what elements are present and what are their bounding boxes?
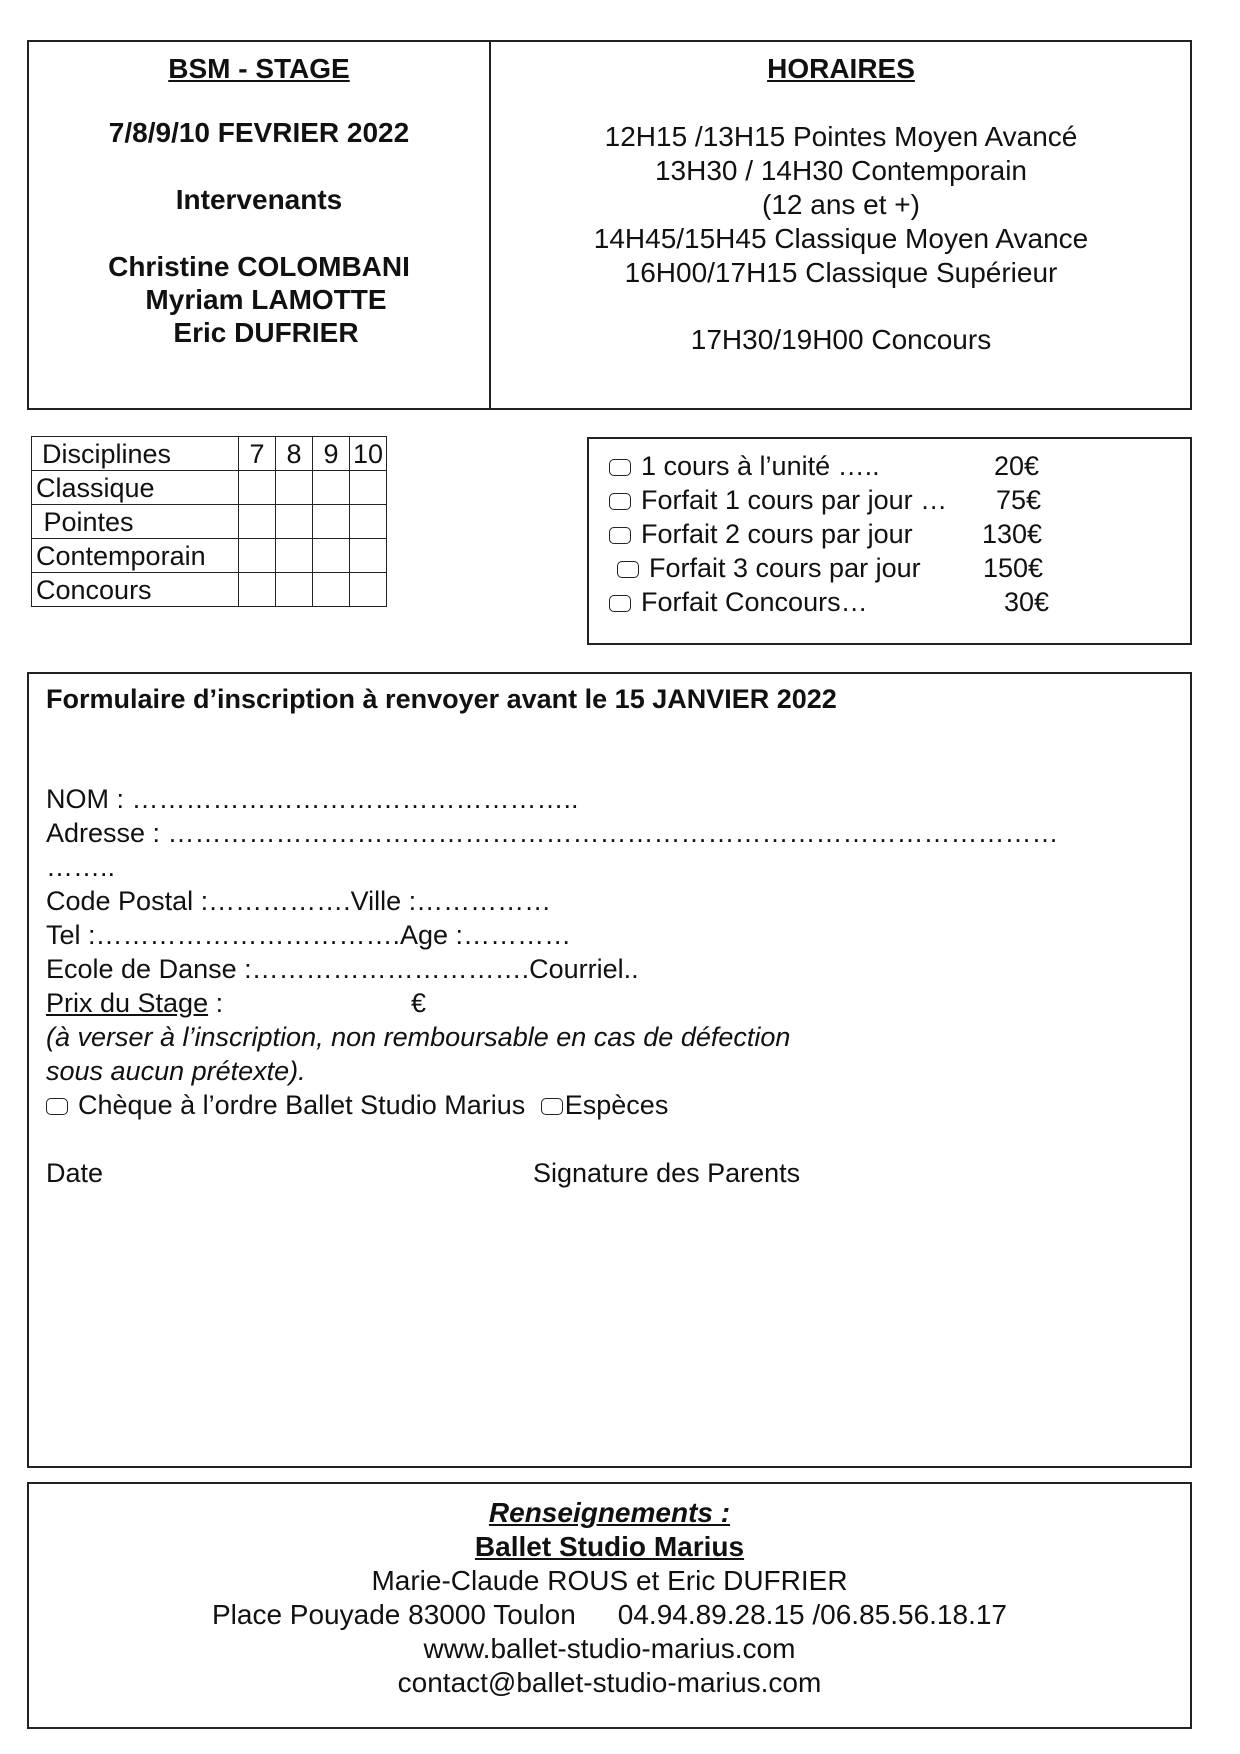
price-option-concours[interactable] (609, 585, 1050, 619)
day-cell[interactable] (350, 573, 387, 607)
ecole-courriel-field[interactable]: Ecole de Danse :………………………….Courriel.. (46, 954, 639, 984)
horaire-4: 16H00/17H15 Classique Supérieur (624, 257, 1058, 288)
horaires-title: HORAIRES (767, 53, 915, 84)
intervenant-3: Eric DUFRIER (173, 317, 359, 348)
price-value: 30€ (1004, 587, 1050, 617)
day-cell[interactable] (239, 471, 276, 505)
price-value: 150€ (983, 553, 1044, 583)
price-label: Forfait 1 cours par jour … (641, 485, 948, 515)
price-value: 20€ (994, 451, 1040, 481)
day-cell[interactable] (239, 573, 276, 607)
prix-du-stage (46, 986, 223, 1020)
price-value: 130€ (982, 519, 1043, 549)
table-row (32, 505, 387, 539)
day-cell[interactable] (276, 539, 313, 573)
prix-note-2: sous aucun prétexte). (46, 1056, 306, 1086)
checkbox[interactable] (609, 459, 631, 476)
table-header-row (32, 437, 387, 471)
discipline-name: Concours (32, 573, 239, 607)
day-cell[interactable] (239, 505, 276, 539)
day-cell[interactable] (350, 505, 387, 539)
day-cell[interactable] (313, 573, 350, 607)
price-option-2-per-day[interactable] (609, 517, 1043, 551)
checkbox[interactable] (609, 493, 631, 510)
adresse-continuation[interactable]: …….. (46, 852, 116, 882)
cheque-label: Chèque à l’ordre Ballet Studio Marius (78, 1090, 526, 1120)
price-option-3-per-day[interactable] (617, 551, 1044, 585)
table-row (32, 539, 387, 573)
disciplines-table (31, 436, 387, 607)
day-cell[interactable] (313, 539, 350, 573)
day-cell[interactable] (350, 471, 387, 505)
stage-dates: 7/8/9/10 FEVRIER 2022 (108, 117, 410, 148)
day-cell[interactable] (313, 471, 350, 505)
table-header-cell: 7 (239, 437, 276, 471)
especes-label: Espèces (564, 1090, 669, 1120)
day-cell[interactable] (313, 505, 350, 539)
price-option-unit[interactable] (609, 449, 1040, 483)
table-row (32, 573, 387, 607)
day-cell[interactable] (350, 539, 387, 573)
horaire-3: 14H45/15H45 Classique Moyen Avance (593, 223, 1089, 254)
day-cell[interactable] (276, 573, 313, 607)
adresse-field[interactable]: Adresse : ……………………………………………………………………………………… (46, 818, 1059, 848)
signature-label[interactable]: Signature des Parents (533, 1158, 801, 1188)
prix-note-1: (à verser à l’inscription, non remboursable en cas de défection (46, 1022, 791, 1052)
horaire-2: 13H30 / 14H30 Contemporain (654, 155, 1027, 186)
cheque-checkbox[interactable] (46, 1098, 68, 1115)
especes-checkbox[interactable] (541, 1098, 563, 1115)
discipline-name: Pointes (32, 505, 239, 539)
horaire-2-note: (12 ans et +) (762, 189, 920, 220)
table-header-cell: 10 (350, 437, 387, 471)
price-label: Forfait Concours… (641, 587, 868, 617)
stage-title: BSM - STAGE (168, 53, 350, 84)
date-label[interactable]: Date (46, 1158, 104, 1188)
nom-field[interactable]: NOM : ………………………………………….. (46, 784, 579, 814)
table-header-cell: Disciplines (32, 437, 239, 471)
discipline-name: Contemporain (32, 539, 239, 573)
price-label: Forfait 2 cours par jour (641, 519, 913, 549)
prix-currency: € (411, 988, 427, 1018)
table-header-cell: 8 (276, 437, 313, 471)
studio-name: Ballet Studio Marius (474, 1531, 745, 1562)
table-header-cell: 9 (313, 437, 350, 471)
contact-names: Marie-Claude ROUS et Eric DUFRIER (371, 1565, 848, 1596)
day-cell[interactable] (276, 505, 313, 539)
table-row (32, 471, 387, 505)
intervenant-1: Christine COLOMBANI (108, 251, 410, 282)
checkbox[interactable] (617, 561, 639, 578)
address-phone-line (29, 1598, 1190, 1632)
checkbox[interactable] (609, 527, 631, 544)
horaire-5: 17H30/19H00 Concours (690, 324, 992, 355)
form-title: Formulaire d’inscription à renvoyer avant le 15 JANVIER 2022 (46, 684, 837, 714)
day-cell[interactable] (276, 471, 313, 505)
phone-numbers: 04.94.89.28.15 /06.85.56.18.17 (617, 1599, 1008, 1630)
discipline-name: Classique (32, 471, 239, 505)
checkbox[interactable] (609, 595, 631, 612)
tel-age-field[interactable]: Tel :…………………………….Age :………… (46, 920, 572, 950)
stage-info-box (27, 40, 1192, 410)
payment-options (46, 1088, 668, 1122)
prix-label: Prix du Stage (46, 988, 209, 1018)
price-option-1-per-day[interactable] (609, 483, 1042, 517)
price-label: Forfait 3 cours par jour (649, 553, 921, 583)
address: Place Pouyade 83000 Toulon (211, 1599, 576, 1630)
day-cell[interactable] (239, 539, 276, 573)
renseignements-heading: Renseignements : (488, 1497, 731, 1528)
tarifs-box (587, 437, 1192, 645)
renseignements-box (27, 1482, 1192, 1729)
price-value: 75€ (996, 485, 1042, 515)
intervenant-2: Myriam LAMOTTE (145, 284, 387, 315)
price-label: 1 cours à l’unité ….. (641, 451, 880, 481)
website-link[interactable]: www.ballet-studio-marius.com (423, 1633, 796, 1664)
horaire-1: 12H15 /13H15 Pointes Moyen Avancé (604, 121, 1078, 152)
prix-colon: : (208, 988, 224, 1018)
email-link[interactable]: contact@ballet-studio-marius.com (397, 1667, 822, 1698)
intervenants-label: Intervenants (175, 184, 343, 215)
registration-form (27, 672, 1192, 1468)
code-postal-ville-field[interactable]: Code Postal :…………….Ville :…………… (46, 886, 552, 916)
